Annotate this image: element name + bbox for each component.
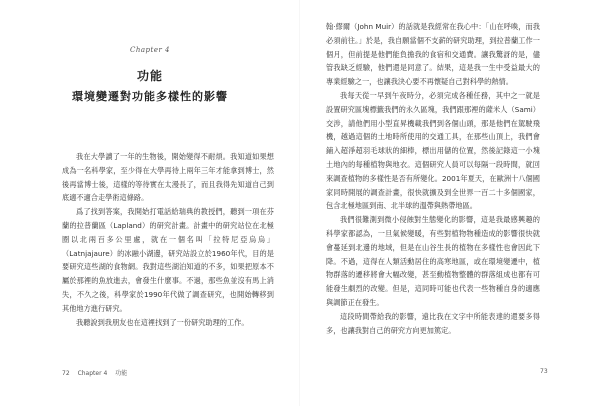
paragraph: 這段時間帶給我的影響，遠比我在文字中所能表達的還要多得多，也讓我對自己的研究方向更加篤定。	[326, 311, 540, 335]
paragraph: 我在大學讀了一年的生物後，開始變得不耐煩。我知道如果想成為一名科學家，至少得在大學再待上兩年三年才能拿到博士，然後再當博士後，這樣的等待實在太漫長了，而且我得先知道自己到底適不適合走學術這條路。	[62, 152, 274, 203]
paragraph: 我聽說到我朋友也在這裡找到了一份研究助理的工作。	[76, 317, 249, 327]
left-body-text	[62, 150, 274, 329]
right-body-text	[326, 20, 540, 337]
running-section: 功能	[115, 370, 128, 377]
chapter-subtitle: 環境變遷對功能多樣性的影響	[72, 90, 228, 103]
left-footer	[62, 368, 133, 377]
chapter-label: Chapter 4	[130, 46, 170, 54]
right-footer	[540, 368, 554, 375]
paragraph: 我每天從一早到午夜時分，必須完成各種任務，其中之一就是設置研究區塊標籤我們的永久區塊，我們跟那裡的薩米人（Sami）交涉，請他們用小型直昇機載我們到各個山頭，那是他們在駕駛飛機，越過這個的土地時所使用的交通工具，在那些山頂上，我們會鋪入超淨超羽毛球狀的細棒，標出用儲的位置，然後記錄這一小塊土地內的每種植物與地衣。這個研究人員可以每隔一段時間，就回來調查植物的多樣性是否有所變化。2001年夏天，在歐洲十八個國家同時開展的調查計畫，很快就擴及到全世界一百二十多個國家，包含北極地區到南、北半球的溫帶與熱帶地區。	[326, 90, 540, 211]
running-chapter: Chapter 4	[77, 370, 108, 377]
page-number: 72	[62, 370, 70, 377]
page-number: 73	[540, 368, 548, 375]
paragraph: 我們很難測到微小侵蝕對生態變化的影響，這是我最感興趣的科學家都認為，一旦氣候變暖，有些對植物物種造成的影響很快就會蔓延到北邊的地域，但是在山谷生長的植物在多樣性也會因此下降。不過，這得在人類活動居住的高寒地區，或在環境變遷中，植物群落的遷移將會大幅改變，甚至動植物整體的群落組成也都有可能發生劇烈的改變。但是，這同時可能也代表一些物種自身的適應與調節正在發生。	[326, 215, 540, 307]
chapter-title: 功能	[136, 69, 163, 83]
right-page	[300, 0, 600, 406]
paragraph: 爲了找到答案，我開始打電話給瑞典的教授們，聽到一項在芬蘭的拉普蘭區（Lapland）的研究計畫。計畫中的研究站位在北極圈以北兩百多公里處，就在一個名叫「拉特尼亞烏烏」（Latnjajaure）的冰融小湖邊，研究站設立於1960年代，目的是要研究這些湖的食物網。我對這些湖泊知道的不多，如果把原本不屬於那裡的魚放進去，會發生什麼事。不過，那些魚並沒有馬上消失，不久之後，科學家於1990年代做了調查研究，也開始轉移到其他地方進行研究。	[62, 207, 274, 313]
paragraph: 翰·繆爾（John Muir）的話就是我經常在我心中：「山在呼喚，而我必須前往。」於是，我自願當個不支薪的研究助理，到拉普蘭工作一個月，但前提是他們能負擔我的食宿和交通費。讓我驚訝的是，儘管我缺乏經驗，他們還是同意了。結果，這是我一生中受益最大的專業經驗之一，也讓我決心要不再懷疑自己對科學的熱情。	[326, 22, 540, 87]
